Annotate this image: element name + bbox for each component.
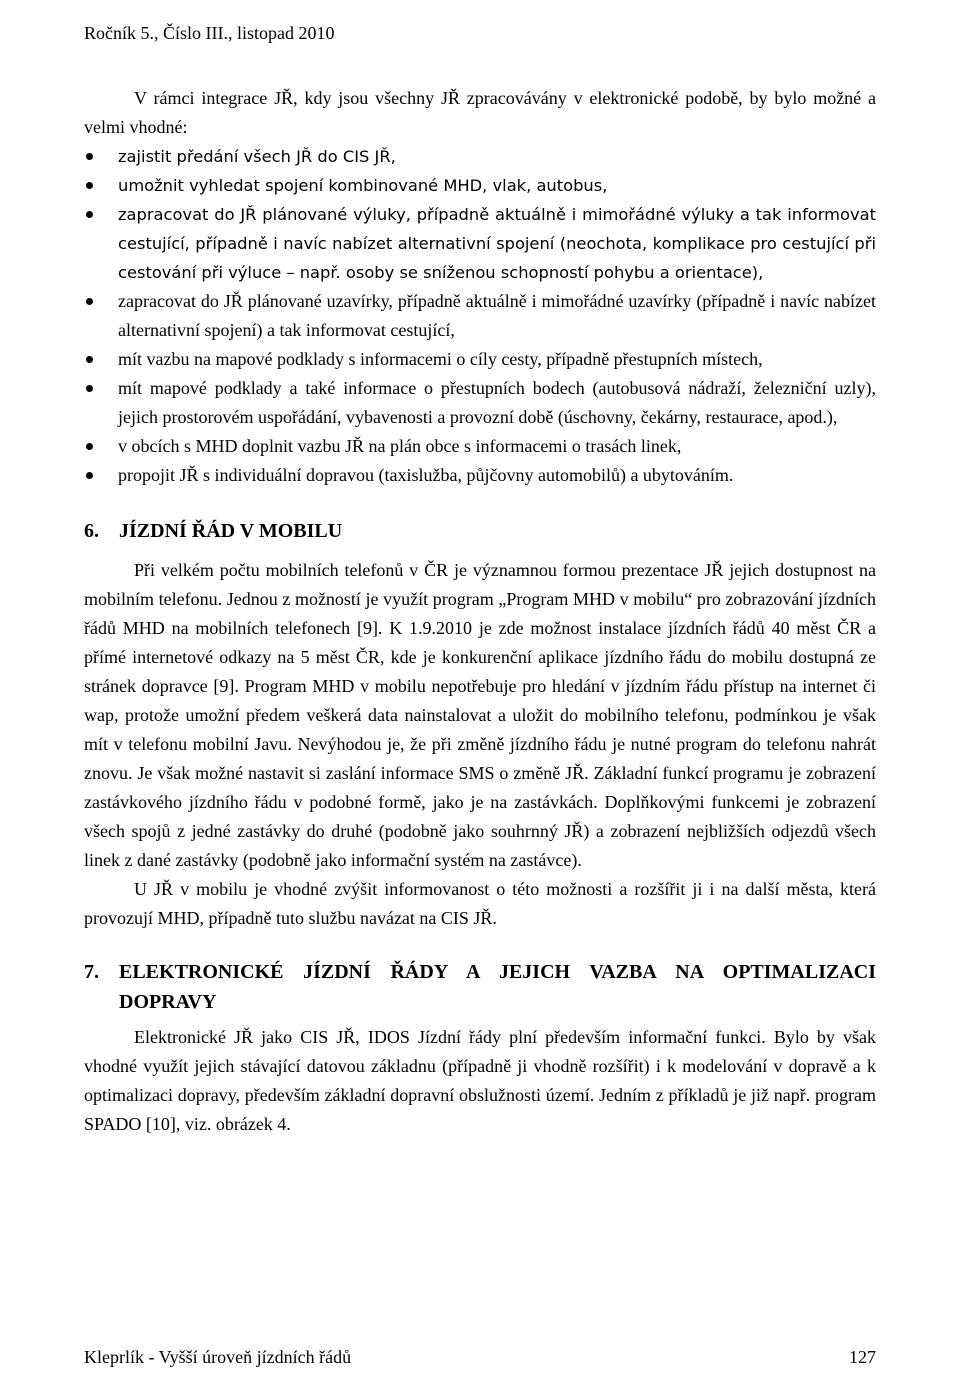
list-item-text: v obcích s MHD doplnit vazbu JŘ na plán obce s informacemi o trasách linek,: [118, 436, 682, 456]
section-heading-7: [84, 957, 876, 1017]
intro-paragraph: V rámci integrace JŘ, kdy jsou všechny JŘ zpracovávány v elektronické podobě, by bylo možné a velmi vhodné:: [84, 88, 876, 137]
page-footer: [84, 1346, 876, 1368]
list-item-text: umožnit vyhledat spojení kombinované MHD, vlak, autobus,: [118, 176, 608, 195]
section-heading-6: [84, 516, 876, 546]
list-item-text: mít mapové podklady a také informace o přestupních bodech (autobusová nádraží, železniční uzly), jejich prostorovém uspořádání, vybavenosti a provozní době (úschovny, čekárny, restaurace, apod.),: [118, 378, 876, 427]
page-body: [84, 84, 876, 1139]
list-item: [84, 345, 876, 374]
section-title: ELEKTRONICKÉ JÍZDNÍ ŘÁDY A JEJICH VAZBA NA OPTIMALIZACI DOPRAVY: [119, 961, 876, 1013]
section-6-paragraph: Při velkém počtu mobilních telefonů v ČR je významnou formou prezentace JŘ jejich dostupnost na mobilním telefonu. Jednou z možností je využít program „Program MHD v mobilu“ pro zobrazování jízdních řádů MHD na mobilních telefonech [9]. K 1.9.2010 je zde možnost instalace jízdních řádů 40 měst ČR a přímé internetové odkazy na 5 měst ČR, kde je konkurenční aplikace jízdního řádu do mobilu dostupná ze stránek dopravce [9]. Program MHD v mobilu nepotřebuje pro hledání v jízdním řádu přístup na internet či wap, protože umožní předem veškerá data nainstalovat a uložit do mobilního telefonu, podmínkou je však mít v telefonu mobilní Javu. Nevýhodou je, že při změně jízdního řádu je nutné program do telefonu nahrát znovu. Je však možné nastavit si zaslání informace SMS o změně JŘ. Základní funkcí programu je zobrazení zastávkového jízdního řádu v podobné formě, jako je na zastávkách. Doplňkovými funkcemi je zobrazení všech spojů z jedné zastávky do druhé (podobně jako souhrnný JŘ) a zobrazení nejbližších odjezdů všech linek z dané zastávky (podobně jako informační systém na zastávce).: [84, 560, 876, 870]
list-item: [84, 432, 876, 461]
bullet-icon: [86, 472, 93, 479]
list-item-text: mít vazbu na mapové podklady s informacemi o cíly cesty, případně přestupních místech,: [118, 349, 763, 369]
section-7-paragraph: Elektronické JŘ jako CIS JŘ, IDOS Jízdní řády plní především informační funkci. Bylo by však vhodné využít jejich stávající datovou základnu (případně ji vhodně rozšířit) i k modelování v dopravě a k optimalizaci dopravy, především základní dopravní obslužnosti území. Jedním z příkladů je již např. program SPADO [10], viz. obrázek 4.: [84, 1027, 876, 1134]
list-item-text: zapracovat do JŘ plánované výluky, případně aktuálně i mimořádné výluky a tak informovat cestující, případně i navíc nabízet alternativní spojení (neochota, komplikace pro cestující při cestování při výluce – např. osoby se sníženou schopností pohybu a orientace),: [118, 205, 876, 282]
list-item: [84, 287, 876, 345]
requirements-list: [84, 142, 876, 490]
running-header: Ročník 5., Číslo III., listopad 2010: [84, 23, 335, 43]
footer-title: Kleprlík - Vyšší úroveň jízdních řádů: [84, 1347, 352, 1367]
bullet-icon: [86, 182, 93, 189]
bullet-icon: [86, 211, 93, 218]
section-number: 6.: [84, 520, 99, 542]
bullet-icon: [86, 356, 93, 363]
list-item: [84, 461, 876, 490]
section-number: 7.: [84, 961, 99, 983]
bullet-icon: [86, 385, 93, 392]
list-item: [84, 200, 876, 287]
list-item-text: propojit JŘ s individuální dopravou (taxislužba, půjčovny automobilů) a ubytováním.: [118, 465, 734, 485]
list-item: [84, 374, 876, 432]
section-title: JÍZDNÍ ŘÁD V MOBILU: [119, 520, 343, 542]
section-6-paragraph: U JŘ v mobilu je vhodné zvýšit informovanost o této možnosti a rozšířit ji i na další města, která provozují MHD, případně tuto službu navázat na CIS JŘ.: [84, 879, 876, 928]
bullet-icon: [86, 298, 93, 305]
bullet-icon: [86, 443, 93, 450]
list-item: [84, 171, 876, 200]
list-item-text: zajistit předání všech JŘ do CIS JŘ,: [118, 147, 396, 166]
bullet-icon: [86, 153, 93, 160]
list-item-text: zapracovat do JŘ plánované uzavírky, případně aktuálně i mimořádné uzavírky (případně i navíc nabízet alternativní spojení) a tak informovat cestující,: [118, 291, 876, 340]
list-item: [84, 142, 876, 171]
page-number: 127: [849, 1347, 876, 1367]
